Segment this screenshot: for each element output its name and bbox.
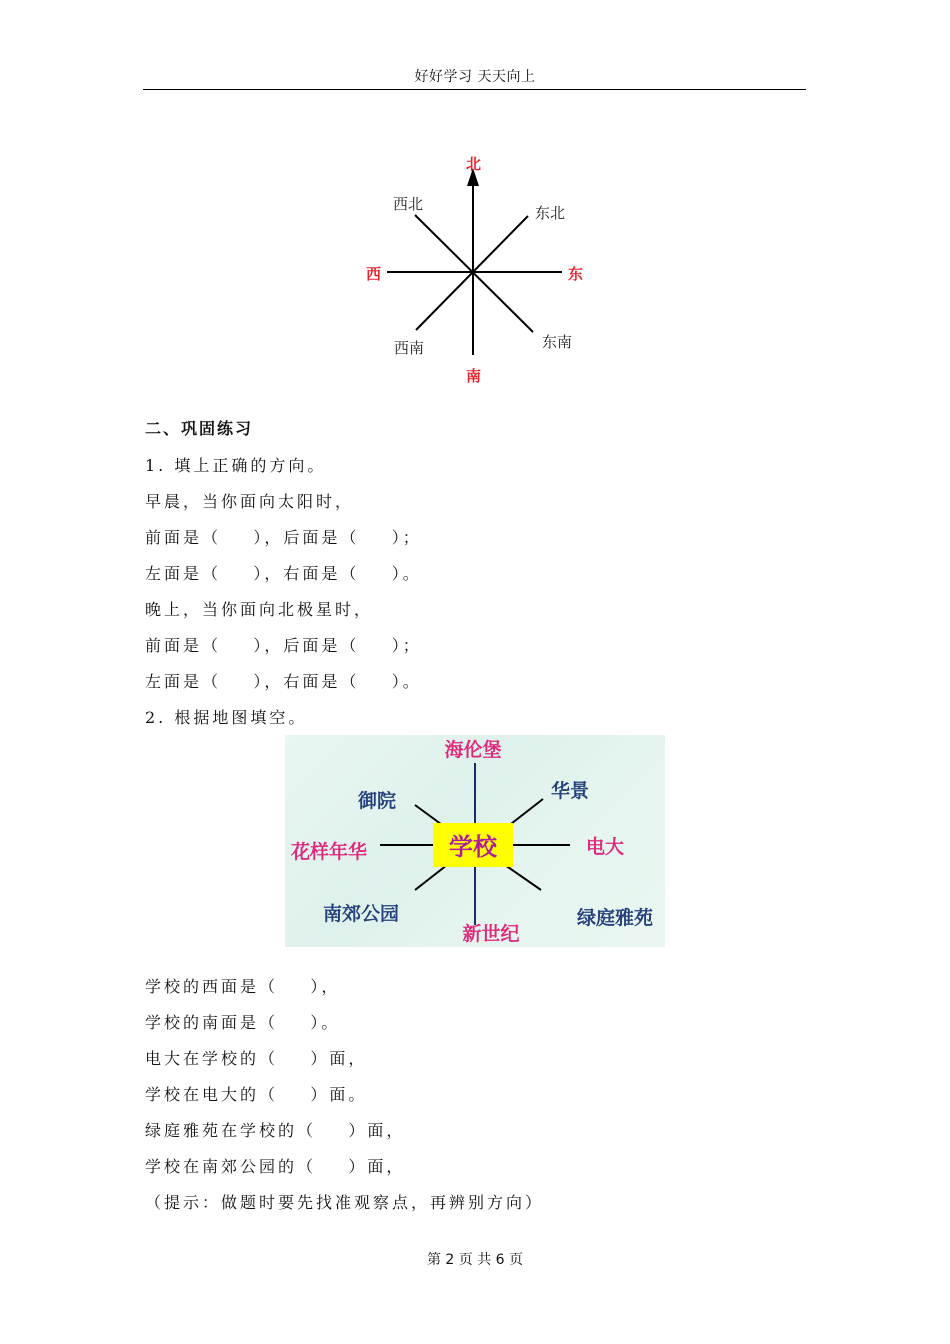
q1-morning: 早晨，当你面向太阳时， [145, 492, 355, 511]
compass-east-label: 东 [568, 265, 584, 283]
compass-west-label: 西 [366, 265, 382, 283]
q1-line2: 左面是（ ），右面是（ ）。 [145, 564, 422, 583]
q1-line3: 前面是（ ），后面是（ ）； [145, 636, 422, 655]
map-south-label: 新世纪 [462, 923, 520, 945]
map-northwest-label: 御院 [357, 790, 397, 812]
q2-line-6: 学校在南郊公园的（ ）面， [145, 1157, 406, 1176]
q2-title: 2. 根据地图填空。 [145, 708, 308, 727]
q1-line1: 前面是（ ），后面是（ ）； [145, 528, 422, 547]
header-rule [143, 89, 806, 90]
map-ne-line [507, 799, 543, 827]
q2-line-5: 绿庭雅苑在学校的（ ）面， [145, 1121, 406, 1140]
map-north-label: 海伦堡 [444, 739, 502, 761]
compass-diagram [340, 150, 610, 390]
map-southeast-label: 绿庭雅苑 [576, 907, 654, 929]
map-se-line [505, 865, 541, 890]
q2-line-1: 学校的西面是（ ）， [145, 977, 341, 996]
map-sw-line [415, 865, 447, 890]
compass-south-label: 南 [466, 367, 482, 385]
compass-north-label: 北 [466, 155, 482, 173]
map-west-label: 花样年华 [290, 841, 368, 863]
q2-line-3: 电大在学校的（ ）面， [145, 1049, 368, 1068]
q2-line-4: 学校在电大的（ ）面。 [145, 1085, 368, 1104]
q2-line-2: 学校的南面是（ ）。 [145, 1013, 341, 1032]
direction-map [285, 735, 665, 947]
compass-northwest-label: 西北 [393, 195, 424, 213]
page-header: 好好学习 天天向上 [414, 69, 536, 85]
compass-southeast-label: 东南 [542, 333, 573, 351]
map-center-label: 学校 [449, 833, 497, 861]
map-northeast-label: 华景 [550, 780, 590, 802]
q1-line4: 左面是（ ），右面是（ ）。 [145, 672, 422, 691]
map-southwest-label: 南郊公园 [322, 903, 400, 925]
section-title: 二、巩固练习 [145, 419, 254, 438]
compass-southwest-label: 西南 [394, 339, 425, 357]
map-east-label: 电大 [585, 836, 625, 858]
q1-title: 1. 填上正确的方向。 [145, 456, 327, 475]
compass-northeast-label: 东北 [535, 204, 566, 222]
q2-hint: （提示：做题时要先找准观察点，再辨别方向） [145, 1193, 545, 1212]
page-footer: 第 2 页 共 6 页 [426, 1252, 524, 1268]
q1-evening: 晚上，当你面向北极星时， [145, 600, 374, 619]
